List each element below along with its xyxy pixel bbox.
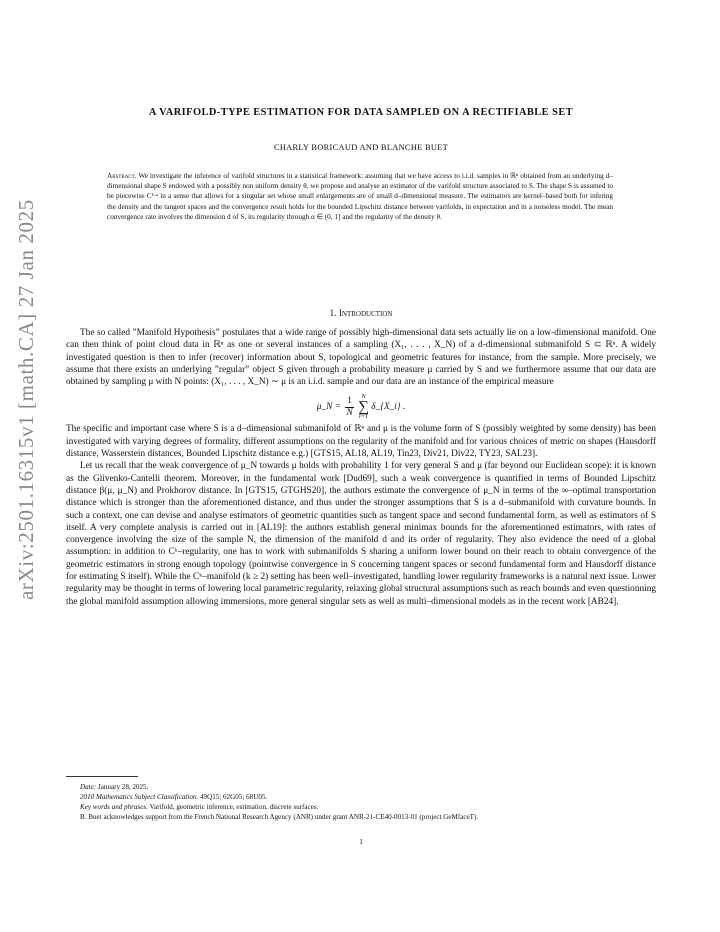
summation (358, 393, 369, 421)
fraction-numerator: 1 (347, 395, 352, 406)
equation-lhs: μ_N = (316, 402, 341, 413)
page-number: 1 (359, 838, 363, 846)
msc-value: 49Q15; 62G05; 68U05. (200, 793, 268, 802)
footnote-separator (66, 776, 138, 777)
keywords-label: Key words and phrases. (80, 803, 148, 812)
paragraph-manifold-hypothesis: The so called ”Manifold Hypothesis” postulates that a wide range of possibly high-dimensional data sets actually lie on a low-dimensional manifold. One can then think of point cloud data in ℝⁿ as one or several instances of a sampling (X₁, . . . , X_N) of a d-dimensional submanifold S ⊂ ℝⁿ. A widely investigated question is then to infer (recover) information about S, topological and geometric features for instance, from the sample. More precisely, we assume that there exists an underlying ”regular” object S given through a probability measure μ carried by S and we furthermore assume that our data are obtained by sampling μ with N points: (X₁, . . . , X_N) ∼ μ is an i.i.d. sample and our data are an instance of the empirical measure (66, 328, 656, 388)
paragraph-weak-convergence: Let us recall that the weak convergence of μ_N towards μ holds with probability 1 for very general S and μ (far beyond our Euclidean scope): it is known as the Glivenko-Cantelli theorem. Moreover, in the fundamental work [Dud69], such a weak convergence is quantified in terms of Bounded Lipschitz distance β(μ, μ_N) and Prokhorov distance. In [GTS15, GTGHS20], the authors estimate the convergence of μ_N in terms of the ∞–optimal transportation distance which is stronger than the aforementioned distance, and thus under the stronger assumptions that S is a d–submanifold with curvature bounds. In such a context, one can devise and analyse estimators of geometric quantities such as tangent space and second fundamental form, as well as estimators of S itself. A very complete analysis is carried out in [AL19]: the authors establish general minimax bounds for the aforementioned estimators, with rates of convergence involving the size of the sample N, the dimension of the manifold d and its order of regularity. They also evidence the need of a global assumption: in addition to Cᵏ–regularity, one has to work with submanifolds S sharing a uniform lower bound on their reach to obtain convergence of the geometric estimators in strong enough topology (pointwise convergence in S concerning tangent spaces or second fundamental form and Hausdorff distance for estimating S itself). While the Cᵏ–manifold (k ≥ 2) setting has been well–investigated, handling lower regularity frameworks is a natural next issue. Lower regularity may be thought in terms of lowering local parametric regularity, relaxing global structural assumptions such as reach bounds and even questionning the global manifold assumption allowing immersions, more general singular sets as well as multi–dimensional models as in the recent work [AB24]. (66, 461, 656, 607)
sum-upper-limit: N (361, 393, 366, 401)
keywords-value: Varifold, geometric inference, estimation, discrete surfaces. (149, 803, 319, 812)
arxiv-identifier-stamp: arXiv:2501.16315v1 [math.CA] 27 Jan 2025 (14, 199, 38, 600)
equation-rhs: δ_{X_i} . (371, 402, 406, 413)
sum-symbol: ∑ (358, 399, 369, 416)
sum-lower-limit: i=1 (358, 413, 369, 421)
paper-authors: CHARLY BORICAUD AND BLANCHE BUET (273, 143, 449, 152)
abstract-text: We investigate the inference of varifold structures in a statistical framework: assuming that we have access to i.i.d. samples in ℝⁿ obtained from an underlying d–dimensional shape S endowed with a possibly non uniform density θ, we propose and analyse an estimator of the varifold structure associated to S. The shape S is assumed to be piecewise C¹ᐧᵅ in a sense that allows for a singular set whose small enlargements are of small d–dimensional measure. The estimators are kernel–based both for infering the density and the tangent spaces and the convergence result holds for the bounded Lipschitz distance between varifolds, in expectation and in a noiseless model. The mean convergence rate involves the dimension d of S, its regularity through α ∈ (0, 1] and the regularity of the density θ. (107, 172, 614, 221)
empirical-measure-equation (66, 393, 656, 419)
abstract-label: Abstract. (107, 172, 137, 180)
footnote-keywords (66, 802, 656, 812)
msc-label: 2010 Mathematics Subject Classification. (80, 793, 199, 802)
equation-fraction (345, 396, 354, 419)
section-heading: 1. Introduction (329, 309, 393, 319)
paper-title: A VARIFOLD-TYPE ESTIMATION FOR DATA SAMPLED ON A RECTIFIABLE SET (148, 107, 574, 118)
date-label: Date: (80, 783, 97, 791)
date-value: January 28, 2025. (97, 783, 149, 791)
footnote-acknowledgement: B. Buet acknowledges support from the French National Research Agency (ANR) under grant ANR-21-CE40-0013-01 (project GeMfaceT). (80, 813, 479, 822)
footnote-date (66, 782, 656, 792)
footnote-msc (66, 792, 656, 802)
abstract (107, 171, 613, 222)
footnotes (66, 782, 656, 822)
paragraph-specific-case: The specific and important case where S is a d–dimensional submanifold of ℝⁿ and μ is the volume form of S (possibly weighted by some density) has been investigated with varying degrees of formality, different assumptions on the regularity of the manifold and for various choices of metric on shapes (Hausdorff distance, Wasserstein distances, Bounded Lipschitz distance e.g.) [GTS15, AL18, AL19, Tin23, Div21, Div22, TY23, SAL23]. (66, 424, 656, 460)
fraction-denominator: N (346, 407, 353, 418)
section-body (66, 327, 656, 608)
